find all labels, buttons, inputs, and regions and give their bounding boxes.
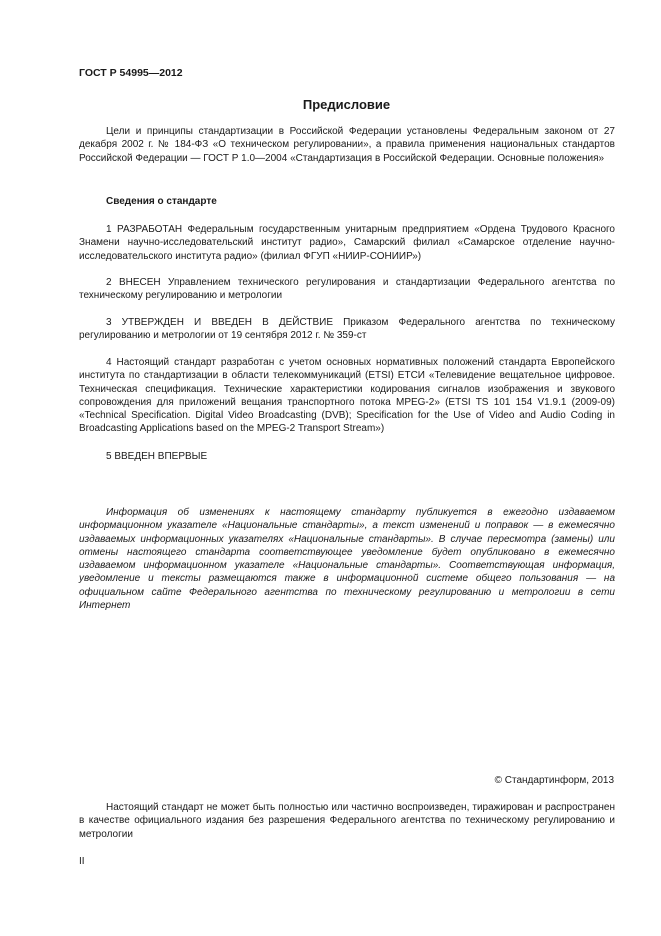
standard-item-4: 4 Настоящий стандарт разработан с учетом основных нормативных положений стандарта Европейского института по стандартизации в области телекоммуникаций (ETSI) ЕТСИ «Телевидение вещательное цифровое. Техническая спецификация. Технические характеристики кодирования сигналов изображения и звукового сопровождения для приложений вещания транспортного потока MPEG-2» (ETSI TS 101 154 V1.9.1 (2009-09) «Technical Specification. Digital Video Broadcasting (DVB); Specification for the Use of Video and Audio Coding in Broadcasting Applications based on the MPEG-2 Transport Stream»): [79, 357, 615, 435]
standard-item-2: 2 ВНЕСЕН Управлением технического регулирования и стандартизации Федерального агентства по техническому регулированию и метрологии: [79, 277, 615, 302]
changes-notice: Информация об изменениях к настоящему стандарту публикуется в ежегодно издаваемом информационном указателе «Национальные стандарты», а текст изменений и поправок — в ежемесячно издаваемых информационных указателях «Национальные стандарты». В случае пересмотра (замены) или отмены настоящего стандарта соответствующее уведомление будет опубликовано в ежемесячно издаваемом информационном указателе «Национальные стандарты». Соответствующая информация, уведомление и тексты размещаются также в информационной системе общего пользования — на официальном сайте Федерального агентства по техническому регулированию и метрологии в сети Интернет: [79, 507, 615, 612]
standard-item-1-block: [79, 223, 615, 263]
document-code: ГОСТ Р 54995—2012: [79, 67, 183, 79]
page-number: II: [79, 856, 85, 867]
standard-item-5: 5 ВВЕДЕН ВПЕРВЫЕ: [106, 451, 208, 462]
foreword-intro: Цели и принципы стандартизации в Российской Федерации установлены Федеральным законом от 27 декабря 2002 г. № 184-ФЗ «О техническом регулировании», а правила применения национальных стандартов Российской Федерации — ГОСТ Р 1.0—2004 «Стандартизация в Российской Федерации. Основные положения»: [79, 126, 615, 164]
standard-item-3: 3 УТВЕРЖДЕН И ВВЕДЕН В ДЕЙСТВИЕ Приказом Федерального агентства по техническому регулированию и метрологии от 19 сентября 2012 г. № 359-ст: [79, 317, 615, 342]
foreword-intro-block: [79, 125, 615, 165]
standard-item-2-block: [79, 276, 615, 303]
standard-info-heading: Сведения о стандарте: [106, 196, 217, 207]
standard-item-4-block: [79, 356, 615, 436]
standard-item-5-block: [79, 450, 615, 463]
changes-notice-block: [79, 506, 615, 612]
foreword-title: Предисловие: [302, 97, 391, 112]
standard-item-3-block: [79, 316, 615, 343]
copyright: © Стандартинформ, 2013: [494, 775, 614, 786]
reproduction-notice: Настоящий стандарт не может быть полностью или частично воспроизведен, тиражирован и распространен в качестве официального издания без разрешения Федерального агентства по техническому регулированию и метрологии: [79, 802, 615, 840]
standard-item-1: 1 РАЗРАБОТАН Федеральным государственным унитарным предприятием «Ордена Трудового Красного Знамени научно-исследовательский институт радио», Самарский филиал «Самарское отделение научно-исследовательского института радио» (филиал ФГУП «НИИР-СОНИИР»): [79, 224, 615, 262]
reproduction-notice-block: [79, 801, 615, 841]
